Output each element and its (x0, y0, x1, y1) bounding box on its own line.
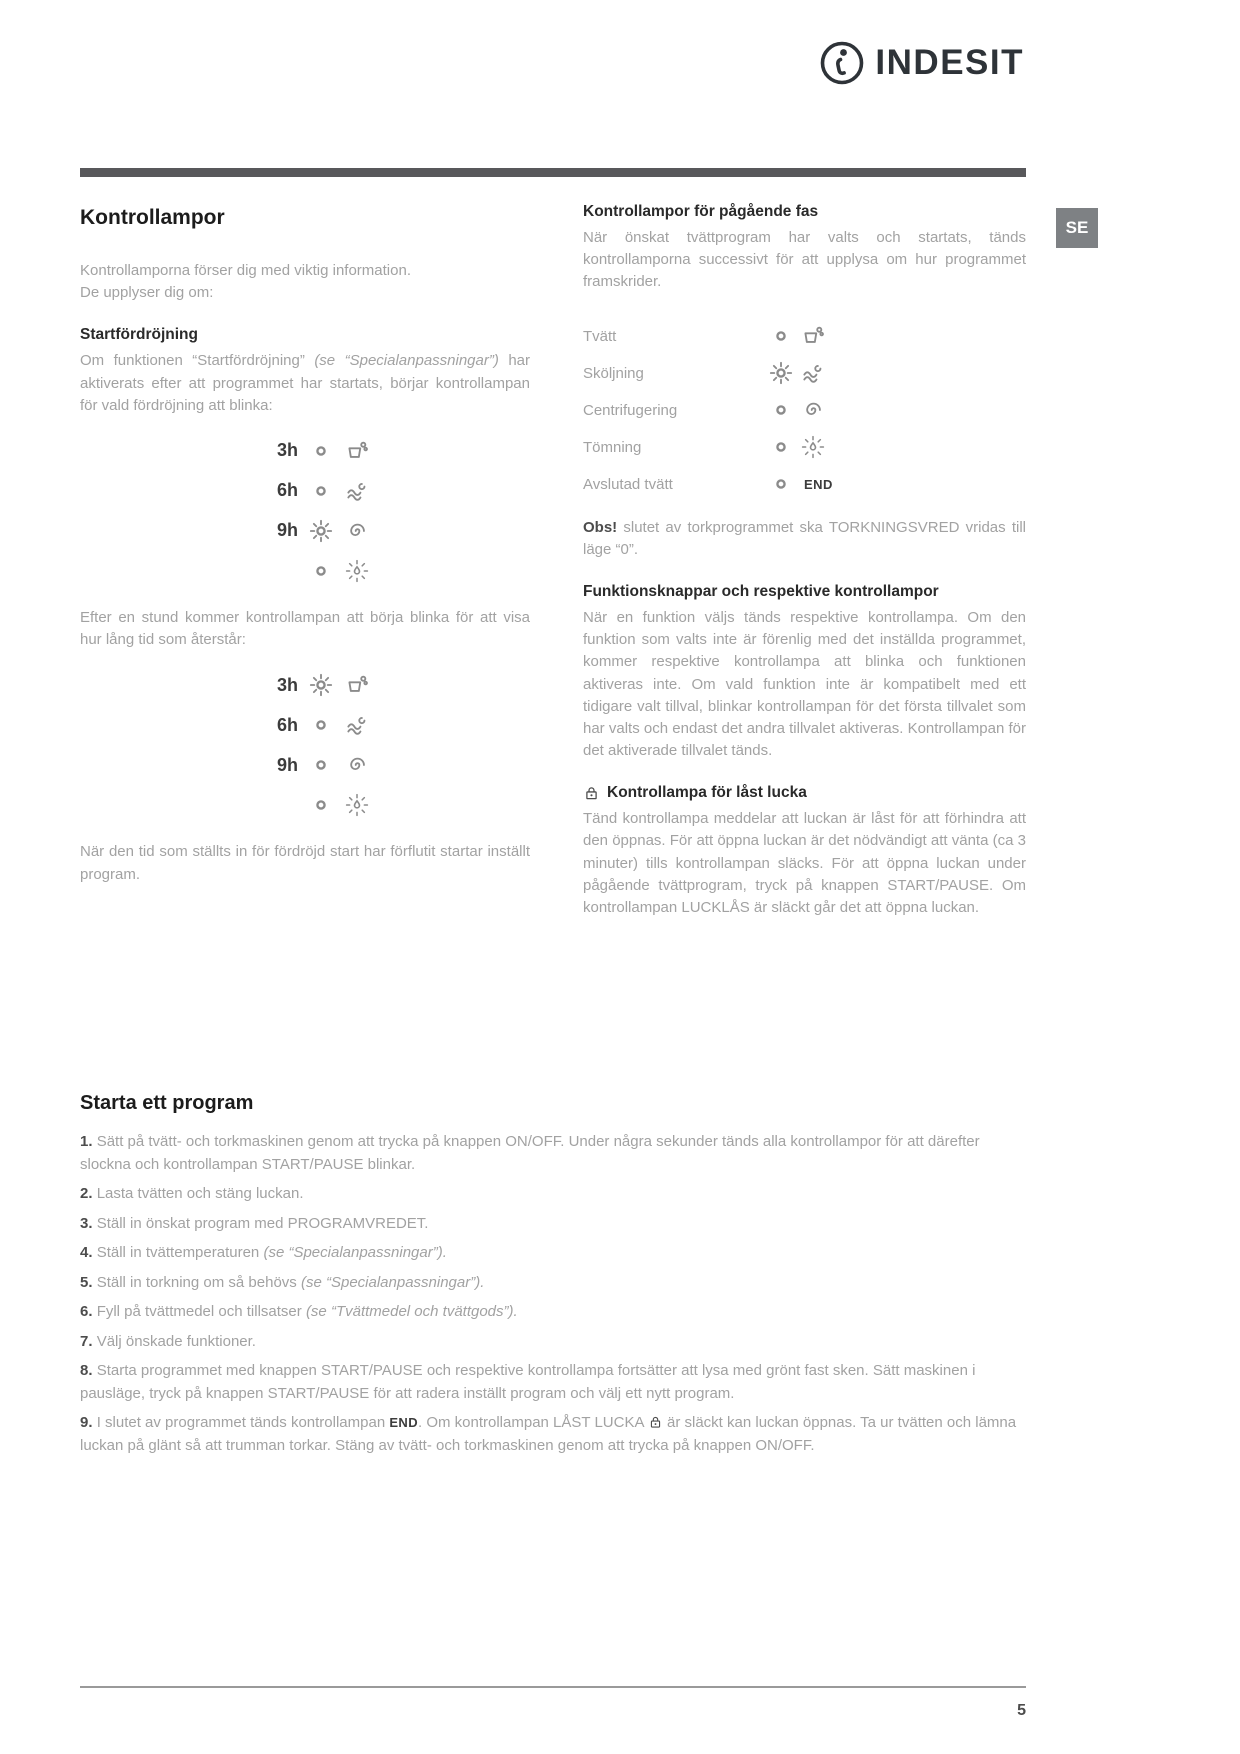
phase-label: Avslutad tvätt (583, 475, 673, 493)
delay-label: 3h (276, 440, 298, 461)
step-reference: (se “Specialanpassningar”). (263, 1244, 447, 1261)
step-7 (80, 1331, 1026, 1354)
phase-table (583, 318, 1026, 503)
step-text: Ställ in önskat program med PROGRAMVREDET. (96, 1214, 429, 1232)
delay-indicator-list-1 (266, 431, 530, 591)
door-lock-heading-text: Kontrollampa för låst lucka (607, 784, 807, 802)
obs-note (583, 517, 1026, 561)
led-steady-icon (768, 397, 794, 423)
phase-row (583, 392, 1026, 429)
phase-row (583, 355, 1026, 392)
intro-line-1: Kontrollamporna förser dig med viktig information. (80, 262, 411, 279)
dry-icon (800, 434, 826, 460)
heading-startfordrojning: Startfördröjning (80, 326, 198, 344)
led-steady-icon (308, 478, 334, 504)
header-divider (80, 168, 1026, 177)
phase-row (583, 429, 1026, 466)
step-1 (80, 1131, 1026, 1176)
delay-label: 3h (276, 674, 298, 695)
page-number: 5 (1017, 1702, 1026, 1719)
phase-label: Tömning (583, 438, 642, 456)
obs-bold: Obs! (583, 518, 618, 536)
step-text: Fyll på tvättmedel och tillsatser (96, 1303, 302, 1320)
heading-functions: Funktionsknappar och respektive kontrollampor (583, 582, 939, 600)
delay-label: 9h (276, 520, 298, 541)
delay-p1-text: Om funktionen “Startfördröjning” (80, 352, 305, 370)
door-lock-paragraph: Tänd kontrollampa meddelar att luckan är låst för att förhindra att den öppnas. För att öppna luckan är det nödvändigt att vänta (ca 3 minuter) tills kontrollampan släcks. För att öppna luckan under pågående tvättprogram, tryck på knappen START/PAUSE. Om kontrollampan LUCKLÅS är släckt går det att öppna luckan. (583, 810, 1026, 916)
indesit-i-icon (819, 40, 865, 86)
section-title-kontrollampor: Kontrollampor (80, 206, 225, 229)
step-number: 8. (80, 1362, 93, 1379)
end-indicator-label: END (804, 476, 833, 492)
delay-paragraph-2: Efter en stund kommer kontrollampan att börja blinka för att visa hur lång tid som återstår: (80, 608, 530, 649)
led-steady-icon (308, 752, 334, 778)
delay-p1-rest: har aktiverats efter att programmet har startats, börjar kontrollampan för vald fördröjning att blinka: (80, 352, 531, 414)
obs-text: slutet av torkprogrammet ska TORKNINGSVRED vridas till läge “0”. (583, 518, 1026, 558)
heading-phase: Kontrollampor för pågående fas (583, 203, 819, 220)
language-tab: SE (1056, 208, 1098, 248)
step-number: 3. (80, 1214, 93, 1232)
functions-paragraph: När en funktion väljs tänds respektive kontrollampa. Om den funktion som valts inte är förenlig med det inställda programmet, kommer respektive kontrollampa att blinka och funktionen aktiveras inte. Om vald funktion inte är kompatibelt med ett tidigare valt tillval, blinkar kontrollampan för det första tillvalet som har valts och endast det andra tillvalet aktiveras. Kontrollampan för det aktiverade tillvalet tänds. (583, 608, 1026, 760)
led-steady-icon (768, 434, 794, 460)
lock-icon (648, 1414, 663, 1430)
delay-label: 6h (276, 714, 298, 735)
end-indicator-label: END (389, 1415, 418, 1430)
led-blinking-icon (308, 518, 334, 544)
step-text: Sätt på tvätt- och torkmaskinen genom att trycka på knappen ON/OFF. Under några sekunder tänds alla kontrollampor för att därefter slockna och kontrollampan START/PAUSE blinkar. (80, 1133, 980, 1173)
indicator-row (266, 745, 530, 785)
steps-list (80, 1131, 1026, 1457)
step-5 (80, 1272, 1026, 1295)
intro-paragraph (80, 260, 530, 304)
indicator-row (266, 705, 530, 745)
step-number: 4. (80, 1244, 93, 1261)
left-column (80, 206, 530, 896)
indicator-row (266, 471, 530, 511)
start-program-section (80, 1092, 1026, 1464)
step-reference: (se “Tvättmedel och tvättgods”). (305, 1303, 518, 1320)
dry-icon (344, 558, 370, 584)
wash-waves-icon (344, 712, 370, 738)
step-6 (80, 1301, 1026, 1324)
delay-paragraph-3: När den tid som ställts in för fördröjd start har förflutit startar inställt program. (80, 843, 530, 883)
indicator-row (266, 511, 530, 551)
phase-label: Sköljning (583, 364, 644, 382)
delay-label: 6h (276, 480, 298, 501)
indesit-logo (819, 40, 1024, 86)
indicator-row (266, 431, 530, 471)
indicator-row (266, 551, 530, 591)
delay-label: 9h (276, 754, 298, 775)
led-steady-icon (768, 471, 794, 497)
step-text: är släckt kan luckan öppnas. Ta ur tvätten och lämna luckan på glänt så att trumman torkar. Stäng av tvätt- och torkmaskinen genom att trycka på knappen ON/OFF. (80, 1414, 1017, 1454)
spin-icon (344, 518, 370, 544)
spin-icon (800, 397, 826, 423)
led-blinking-icon (768, 360, 794, 386)
spin-icon (344, 752, 370, 778)
step-text: . Om kontrollampan LÅST LUCKA (418, 1414, 644, 1431)
step-number: 5. (80, 1273, 93, 1291)
section-title-start: Starta ett program (80, 1092, 254, 1114)
step-reference: (se “Specialanpassningar”). (300, 1273, 485, 1291)
footer-divider (80, 1686, 1026, 1688)
phase-label: Tvätt (583, 327, 617, 345)
led-steady-icon (308, 558, 334, 584)
step-text: Lasta tvätten och stäng luckan. (96, 1185, 304, 1202)
lock-icon (583, 784, 600, 802)
phase-paragraph: När önskat tvättprogram har valts och startats, tänds kontrollamporna successivt för att upplysa om hur programmet framskrider. (583, 229, 1026, 291)
led-blinking-icon (308, 672, 334, 698)
indicator-row (266, 785, 530, 825)
led-steady-icon (308, 438, 334, 464)
step-number: 7. (80, 1332, 93, 1350)
step-2 (80, 1183, 1026, 1206)
phase-row (583, 318, 1026, 355)
prewash-icon (344, 438, 370, 464)
right-column (583, 203, 1026, 929)
led-steady-icon (308, 792, 334, 818)
step-number: 1. (80, 1133, 93, 1150)
step-number: 6. (80, 1303, 93, 1320)
heading-door-lock (583, 784, 1026, 802)
step-text: Välj önskade funktioner. (96, 1332, 256, 1350)
rinse-icon (800, 360, 826, 386)
step-number: 9. (80, 1414, 93, 1431)
intro-line-2: De upplyser dig om: (80, 284, 214, 302)
step-number: 2. (80, 1185, 93, 1202)
led-steady-icon (308, 712, 334, 738)
delay-paragraph-1 (80, 350, 530, 417)
step-text: Starta programmet med knappen START/PAUSE och respektive kontrollampa fortsätter att lysa med grönt fast sken. Sätt maskinen i pausläge, tryck på knappen START/PAUSE för att radera inställt program och välj ett nytt program. (80, 1362, 976, 1402)
wash-icon (800, 323, 826, 349)
step-text: I slutet av programmet tänds kontrollampan (96, 1414, 386, 1431)
indicator-row (266, 665, 530, 705)
dry-icon (344, 792, 370, 818)
delay-indicator-list-2 (266, 665, 530, 825)
brand-name: INDESIT (875, 43, 1024, 82)
step-9 (80, 1412, 1026, 1457)
led-steady-icon (768, 323, 794, 349)
phase-label: Centrifugering (583, 401, 678, 419)
step-text: Ställ in tvättemperaturen (96, 1244, 260, 1261)
delay-p1-reference: (se “Specialanpassningar”) (314, 352, 499, 370)
step-8 (80, 1360, 1026, 1405)
step-3 (80, 1213, 1026, 1236)
prewash-icon (344, 672, 370, 698)
step-text: Ställ in torkning om så behövs (96, 1273, 297, 1291)
phase-row (583, 466, 1026, 503)
wash-waves-icon (344, 478, 370, 504)
step-4 (80, 1242, 1026, 1265)
